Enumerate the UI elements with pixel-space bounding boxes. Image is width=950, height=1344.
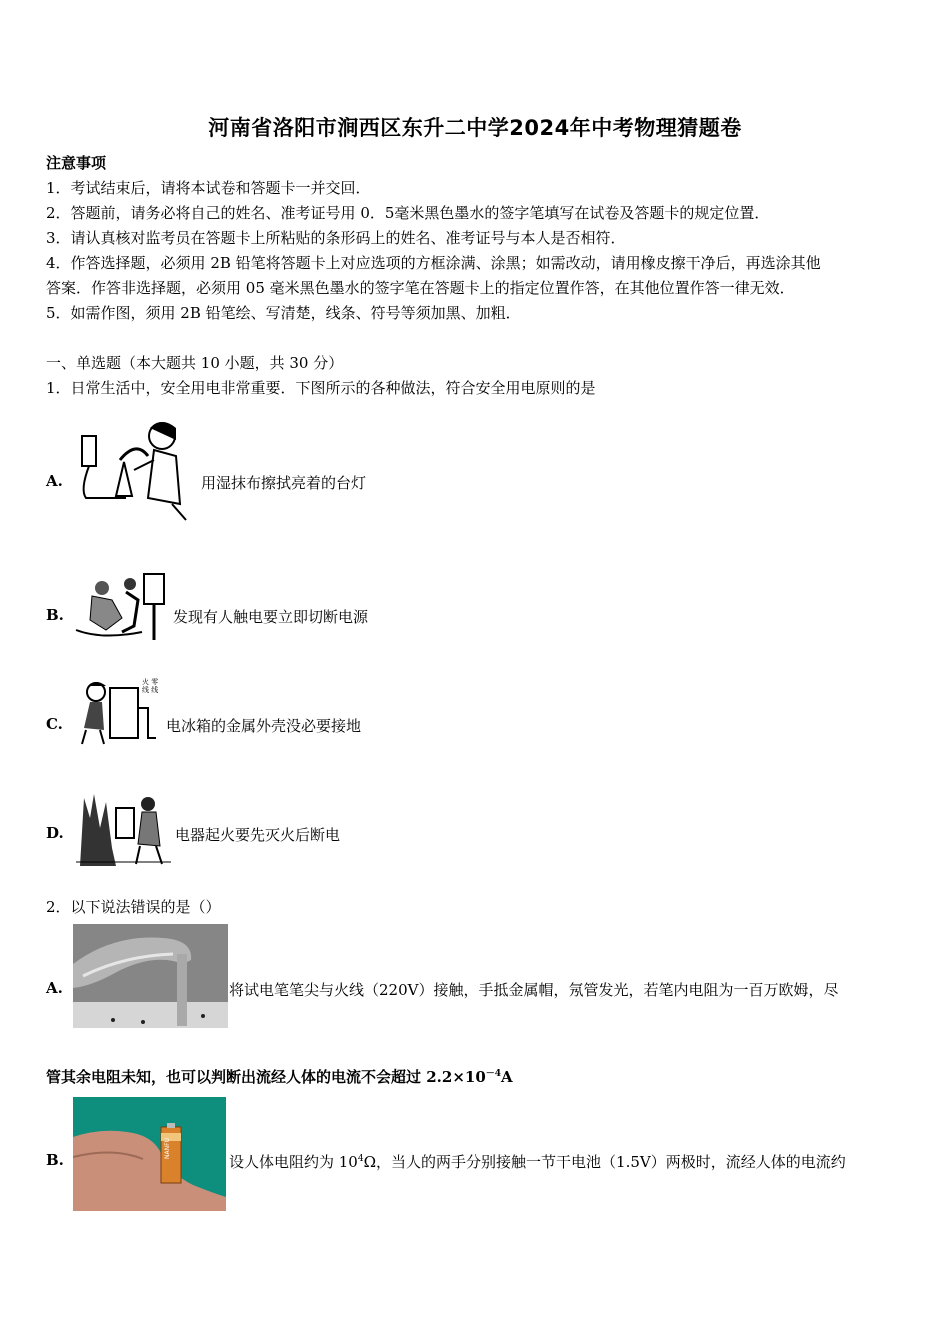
option-text-continued — [46, 1066, 513, 1087]
option-text-rest: Ω，当人的两手分别接触一节干电池（1.5V）两极时，流经人体的电流约 — [363, 1153, 846, 1171]
notice-item: 1．考试结束后，请将本试卷和答题卡一并交回． — [46, 179, 371, 197]
battery-label: NANFU — [163, 1138, 171, 1159]
option-text: 电冰箱的金属外壳没必要接地 — [166, 717, 362, 735]
notice-item: 答案．作答非选择题，必须用 05 毫米黑色墨水的签字笔在答题卡上的指定位置作答，在其他位置作答一律无效． — [46, 279, 795, 297]
fridge-grounding-illustration — [74, 678, 162, 746]
option-text: 发现有人触电要立即切断电源 — [173, 608, 369, 626]
unit: A — [501, 1068, 513, 1086]
notice-heading: 注意事项 — [46, 154, 107, 172]
notice-item: 2．答题前，请务必将自己的姓名、准考证号用 0．5毫米黑色墨水的签字笔填写在试卷及答题卡的规定位置． — [46, 204, 770, 222]
notice-item: 4．作答选择题，必须用 2B 铅笔将答题卡上对应选项的方框涂满、涂黑；如需改动，请用橡皮擦干净后，再选涂其他 — [46, 254, 821, 272]
option-letter: B. — [46, 1151, 64, 1169]
exponent: 4 — [357, 1154, 364, 1164]
question-stem: 2．以下说法错误的是（） — [46, 898, 221, 916]
option-text: 将试电笔笔尖与火线（220V）接触，手抵金属帽，氖管发光，若笔内电阻为一百万欧姆，尽 — [229, 981, 839, 999]
notice-item: 3．请认真核对监考员在答题卡上所粘贴的条形码上的姓名、准考证号与本人是否相符． — [46, 229, 626, 247]
exponent: －4 — [485, 1069, 502, 1079]
option-letter: A. — [46, 979, 63, 997]
option-text-base: 设人体电阻约为 10 — [229, 1153, 358, 1171]
option-text: 电器起火要先灭火后断电 — [175, 826, 341, 844]
battery-hand-photo — [73, 1097, 226, 1211]
option-letter: D. — [46, 824, 64, 842]
option-letter: A. — [46, 472, 63, 490]
lamp-cleaning-illustration — [76, 410, 196, 522]
page-title: 河南省洛阳市涧西区东升二中学2024年中考物理猜题卷 — [208, 116, 742, 140]
option-text: 用湿抹布擦拭亮着的台灯 — [201, 474, 367, 492]
electric-shock-rescue-illustration — [72, 570, 169, 642]
option-text-continued-base: 管其余电阻未知，也可以判断出流经人体的电流不会超过 2.2×10 — [46, 1068, 486, 1086]
fridge-wire-label: 火 零线 线 — [142, 678, 159, 694]
option-letter: B. — [46, 606, 64, 624]
test-pen-photo — [73, 924, 228, 1028]
option-text — [229, 1151, 846, 1172]
option-letter: C. — [46, 715, 63, 733]
appliance-fire-illustration — [76, 788, 171, 868]
question-stem: 1．日常生活中，安全用电非常重要．下图所示的各种做法，符合安全用电原则的是 — [46, 379, 596, 397]
section-heading: 一、单选题（本大题共 10 小题，共 30 分） — [46, 354, 344, 372]
notice-item: 5．如需作图，须用 2B 铅笔绘、写清楚，线条、符号等须加黑、加粗． — [46, 304, 521, 322]
